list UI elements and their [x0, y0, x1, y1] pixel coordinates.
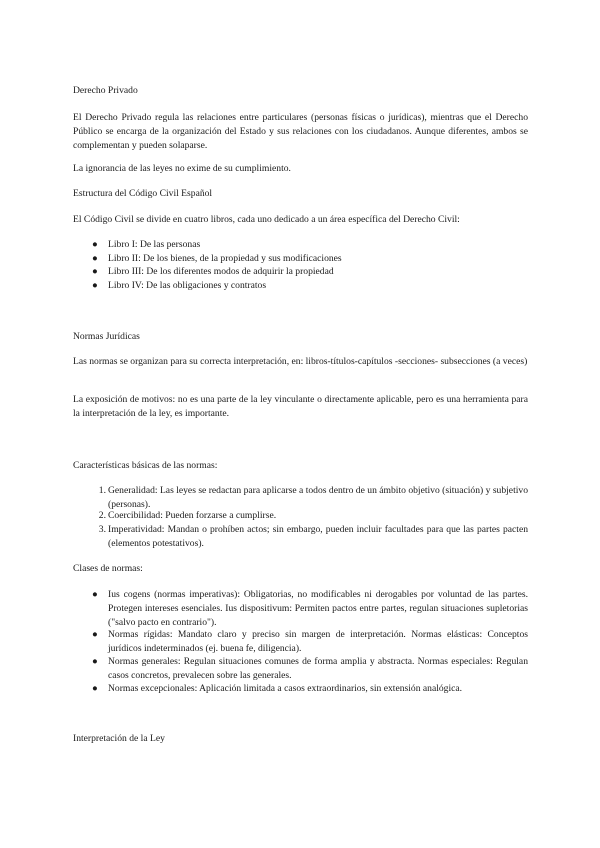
paragraph-ignorancia: La ignorancia de las leyes no exime de su cumplimiento.: [73, 163, 291, 174]
list-item-ius-cogens: Ius cogens (normas imperativas): Obligatorias, no modificables ni derogables por voluntad de las partes. Protegen intereses esenciales. Ius dispositivum: Permiten pactos entre partes, regulan situaciones supletorias ("salvo pacto en contrario").: [108, 589, 528, 628]
paragraph-organizacion-normas: Las normas se organizan para su correcta interpretación, en: libros-títulos-capítulos -secciones- subsecciones (a veces): [73, 356, 528, 367]
list-number: 2.: [98, 510, 106, 521]
paragraph-exposicion-motivos: La exposición de motivos: no es una parte de la ley vinculante o directamente aplicable, pero es una herramienta para la interpretación de la ley, es importante.: [73, 394, 528, 419]
list-item-generalidad: Generalidad: Las leyes se redactan para aplicarse a todos dentro de un ámbito objetivo (situación) y subjetivo (personas).: [108, 485, 528, 510]
list-item-normas-excepcionales: Normas excepcionales: Aplicación limitada a casos extraordinarios, sin extensión analógica.: [108, 683, 463, 694]
heading-normas-juridicas: Normas Jurídicas: [73, 331, 140, 342]
heading-clases-normas: Clases de normas:: [73, 563, 143, 574]
bullet-icon: ●: [92, 589, 98, 600]
bullet-icon: ●: [92, 280, 98, 291]
list-item-libro-4: Libro IV: De las obligaciones y contratos: [108, 280, 267, 291]
list-item-libro-2: Libro II: De los bienes, de la propiedad y sus modificaciones: [108, 253, 342, 264]
list-item-libro-3: Libro III: De los diferentes modos de adquirir la propiedad: [108, 266, 334, 277]
bullet-icon: ●: [92, 656, 98, 667]
heading-interpretacion-ley: Interpretación de la Ley: [73, 733, 165, 744]
bullet-icon: ●: [92, 239, 98, 250]
list-item-coercibilidad: Coercibilidad: Pueden forzarse a cumplirse.: [108, 510, 277, 521]
bullet-icon: ●: [92, 266, 98, 277]
heading-caracteristicas: Características básicas de las normas:: [73, 460, 218, 471]
list-item-normas-rigidas: Normas rígidas: Mandato claro y preciso sin margen de interpretación. Normas elásticas: Conceptos jurídicos indeterminados (ej. buena fe, diligencia).: [108, 629, 528, 654]
bullet-icon: ●: [92, 253, 98, 264]
list-item-imperatividad: Imperatividad: Mandan o prohíben actos; sin embargo, pueden incluir facultades para que las partes pacten (elementos potestativos).: [108, 524, 528, 549]
list-number: 3.: [98, 524, 106, 535]
list-item-normas-generales: Normas generales: Regulan situaciones comunes de forma amplia y abstracta. Normas especiales: Regulan casos concretos, prevalecen sobre las generales.: [108, 656, 528, 681]
bullet-icon: ●: [92, 629, 98, 640]
list-item-libro-1: Libro I: De las personas: [108, 239, 201, 250]
list-number: 1.: [98, 485, 106, 496]
heading-derecho-privado: Derecho Privado: [73, 85, 138, 96]
paragraph-derecho-privado: El Derecho Privado regula las relaciones entre particulares (personas físicas o jurídicas), mientras que el Derecho Público se encarga de la organización del Estado y sus relaciones con los ciudadanos. Aunque diferentes, ambos se complementan y pueden solaparse.: [73, 112, 528, 151]
bullet-icon: ●: [92, 683, 98, 694]
heading-estructura-codigo-civil: Estructura del Código Civil Español: [73, 188, 213, 199]
paragraph-codigo-civil: El Código Civil se divide en cuatro libros, cada uno dedicado a un área específica del Derecho Civil:: [73, 214, 460, 225]
